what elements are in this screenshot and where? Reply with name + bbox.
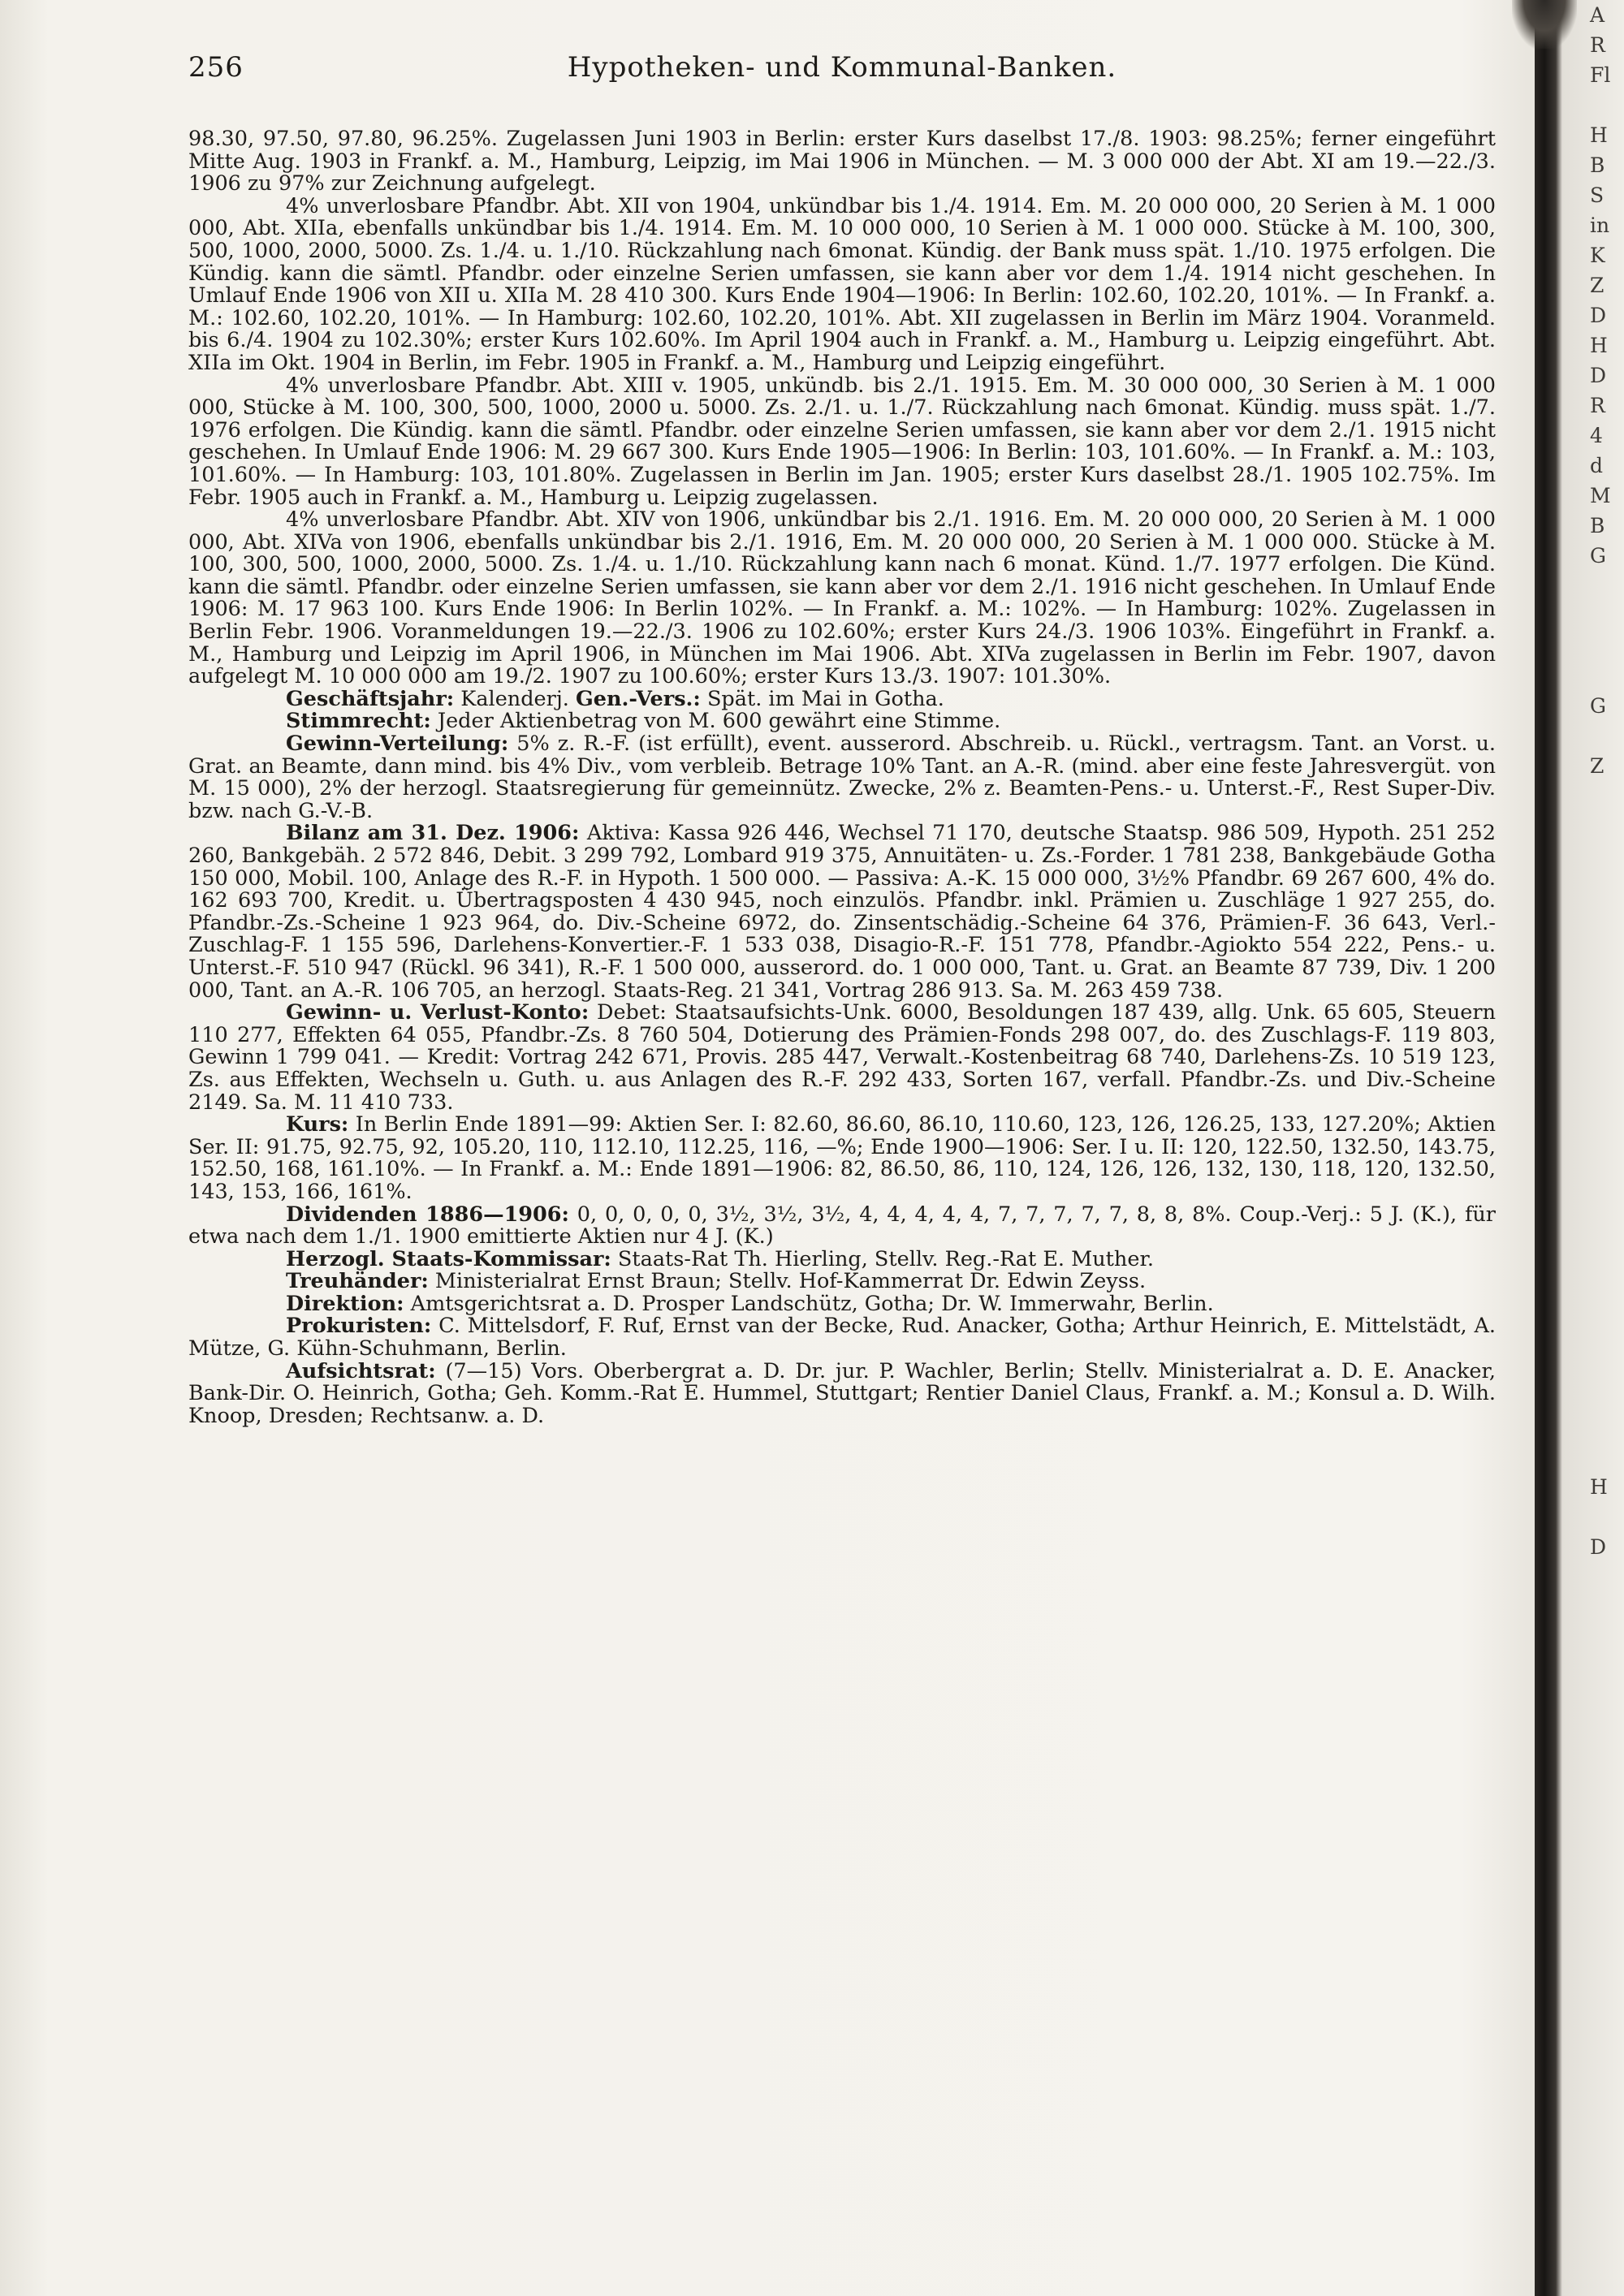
- section-paragraph: [188, 822, 1496, 1002]
- section-text: 0, 0, 0, 0, 0, 3½, 3½, 3½, 4, 4, 4, 4, 4, 7, 7, 7, 7, 7, 8, 8, 8%. Coup.-Verj.: 5 J. (K.), für etwa nach dem 1./1. 1900 emittierte Aktien nur 4 J. (K.): [188, 1202, 1496, 1249]
- section-paragraph: [188, 1271, 1496, 1293]
- section-text: In Berlin Ende 1891—99: Aktien Ser. I: 82.60, 86.60, 86.10, 110.60, 123, 126, 126.25, 133, 127.20%; Aktien Ser. II: 91.75, 92.75, 92, 105.20, 110, 112.10, 112.25, 116, —%; Ende 1900—1906: Ser. I u. II: 120, 122.50, 132.50, 143.75, 152.50, 168, 161.10%. — In Frankf. a. M.: Ende 1891—1906: 82, 86.50, 86, 110, 124, 126, 126, 132, 130, 118, 120, 132.50, 143, 153, 166, 161%.: [188, 1112, 1496, 1204]
- section-paragraph: [188, 710, 1496, 733]
- facing-page-edge: [1590, 0, 1624, 1562]
- section-text: Jeder Aktienbetrag von M. 600 gewährt eine Stimme.: [430, 709, 1001, 734]
- edge-letter: [1590, 781, 1624, 811]
- running-title: Hypotheken- und Kommunal-Banken.: [567, 51, 1117, 84]
- edge-letter: [1590, 871, 1624, 901]
- edge-letter: A: [1590, 3, 1605, 27]
- edge-letter: [1590, 1352, 1624, 1382]
- edge-letter: [1590, 1081, 1624, 1111]
- section-text: Spät. im Mai in Gotha.: [700, 686, 944, 711]
- edge-letter: [1590, 991, 1624, 1021]
- edge-letter: D: [1590, 1535, 1607, 1559]
- book-binding-shadow: [1512, 0, 1577, 49]
- edge-letter: Fl: [1590, 63, 1611, 87]
- edge-letter: [1590, 1292, 1624, 1322]
- edge-letter: [1590, 90, 1624, 120]
- edge-letter: [1590, 661, 1624, 691]
- edge-letter: [1590, 1021, 1624, 1051]
- edge-letter: [1590, 1502, 1624, 1532]
- section-label: Bilanz am 31. Dez. 1906:: [286, 821, 580, 846]
- edge-letter: B: [1590, 153, 1605, 177]
- edge-letter: M: [1590, 484, 1611, 507]
- edge-letter: R: [1590, 33, 1605, 57]
- section-label: Stimmrecht:: [286, 709, 431, 734]
- edge-letter: [1590, 1232, 1624, 1262]
- section-paragraph: [188, 1246, 1496, 1271]
- edge-letter: G: [1590, 544, 1606, 568]
- section-label: Gewinn-Verteilung:: [286, 732, 509, 757]
- edge-letter: [1590, 1322, 1624, 1352]
- edge-letter: Z: [1590, 274, 1605, 297]
- edge-letter: H: [1590, 123, 1608, 147]
- section-text: Ministerialrat Ernst Braun; Stellv. Hof-Kammerrat Dr. Edwin Zeyss.: [428, 1269, 1147, 1294]
- edge-letter: d: [1590, 454, 1604, 477]
- section-label: Prokuristen:: [286, 1314, 432, 1339]
- body-text: [188, 128, 1496, 688]
- edge-letter: [1590, 1202, 1624, 1232]
- edge-letter: [1590, 1172, 1624, 1202]
- paragraph: 4% unverlosbare Pfandbr. Abt. XIV von 1906, unkündbar bis 2./1. 1916. Em. M. 20 000 000, 20 Serien à M. 1 000 000, Abt. XIVa von 1906, ebenfalls unkündbar bis 2./1. 1916, Em. M. 20 000 000, 20 Serien à M. 1 000 000. Stücke à M. 100, 300, 500, 1000, 2000, 5000. Zs. 1./4. u. 1./10. Rückzahlung kann nach 6 monat. Künd. 1./7. 1977 erfolgen. Die Künd. kann die sämtl. Pfandbr. oder einzelne Serien umfassen, sie kann aber vor dem 2./1. 1916 nicht geschehen. In Umlauf Ende 1906: M. 17 963 100. Kurs Ende 1906: In Berlin 102%. — In Frankf. a. M.: 102%. — In Hamburg: 102%. Zugelassen in Berlin Febr. 1906. Voranmeldungen 19.—22./3. 1906 zu 102.60%; erster Kurs 24./3. 1906 103%. Eingeführt in Frankf. a. M., Hamburg und Leipzig im April 1906, in München im Mai 1906. Abt. XIVa zugelassen in Berlin im Febr. 1907, davon aufgelegt M. 10 000 000 am 19./2. 1907 zu 100.60%; erster Kurs 13./3. 1907: 101.30%.: [188, 507, 1496, 689]
- section-paragraph: [188, 1002, 1496, 1114]
- edge-letter: B: [1590, 514, 1605, 537]
- edge-letter: K: [1590, 244, 1605, 267]
- edge-letter: [1590, 631, 1624, 661]
- edge-letter: [1590, 1442, 1624, 1472]
- section-label: Direktion:: [286, 1291, 404, 1316]
- edge-letter: D: [1590, 304, 1607, 327]
- edge-letter: H: [1590, 1475, 1608, 1499]
- section-text: 5% z. R.-F. (ist erfüllt), event. ausserord. Abschreib. u. Rückl., vertragsm. Tant. an Vorst. u. Grat. an Beamte, dann mind. bis 4% Div., vom verbleib. Betrage 10% Tant. an A.-R. (mind. aber eine feste Jahresvergüt. von M. 15 000), 2% der herzogl. Staatsregierung für gemeinnütz. Zwecke, 2% z. Beamten-Pens.- u. Unterst.-F., Rest Super-Div. bzw. nach G.-V.-B.: [188, 732, 1496, 823]
- page-header: [188, 51, 1496, 89]
- section-text: C. Mittelsdorf, F. Ruf, Ernst van der Becke, Rud. Anacker, Gotha; Arthur Heinrich, E. Mittelstädt, A. Mütze, G. Kühn-Schuhmann, Berlin.: [188, 1314, 1496, 1362]
- company-sections: [188, 688, 1496, 1428]
- section-label: Dividenden 1886—1906:: [286, 1202, 569, 1227]
- edge-letter: in: [1590, 214, 1610, 237]
- section-label: Aufsichtsrat:: [286, 1358, 436, 1383]
- section-label: Geschäftsjahr:: [286, 686, 455, 711]
- edge-letter: [1590, 1382, 1624, 1412]
- section-paragraph: [188, 1204, 1496, 1249]
- section-text: Debet: Staatsaufsichts-Unk. 6000, Besoldungen 187 439, allg. Unk. 65 605, Steuern 110 277, Effekten 64 055, Pfandbr.-Zs. 8 760 504, Dotierung des Prämien-Fonds 298 007, do. des Zuschlags-F. 119 803, Gewinn 1 799 041. — Kredit: Vortrag 242 671, Provis. 285 447, Verwalt.-Kostenbeitrag 68 740, Darlehens-Zs. 10 519 123, Zs. aus Effekten, Wechseln u. Guth. u. aus Anlagen des R.-F. 292 433, Sorten 167, verfall. Pfandbr.-Zs. und Div.-Scheine 2149. Sa. M. 11 410 733.: [188, 1000, 1496, 1115]
- edge-letter: [1590, 961, 1624, 991]
- page-number: 256: [188, 51, 244, 84]
- edge-letter: R: [1590, 394, 1605, 417]
- edge-letter: G: [1590, 694, 1606, 718]
- section-text: Aktiva: Kassa 926 446, Wechsel 71 170, deutsche Staatsp. 986 509, Hypoth. 251 252 260, Bankgebäh. 2 572 846, Debit. 3 299 792, Lombard 919 375, Annuitäten- u. Zs.-Forder. 1 781 238, Bankgebäude Gotha 150 000, Mobil. 100, Anlage des R.-F. in Hypoth. 1 500 000. — Passiva: A.-K. 15 000 000, 3½% Pfandbr. 69 267 600, 4% do. 162 693 700, Kredit. u. Übertragsposten 4 430 945, noch einzulös. Pfandbr. inkl. Prämien u. Zuschläge 1 927 255, do. Pfandbr.-Zs.-Scheine 1 923 964, do. Div.-Scheine 6972, do. Zinsentschädig.-Scheine 64 376, Prämien-F. 36 643, Verl.-Zuschlag-F. 1 155 596, Darlehens-Konvertier.-F. 1 533 038, Disagio-R.-F. 151 778, Pfandbr.-Agiokto 554 222, Pens.- u. Unterst.-F. 510 947 (Rückl. 96 341), R.-F. 1 500 000, ausserord. do. 1 000 000, Tant. u. Grat. an Beamte 87 739, Div. 1 200 000, Tant. an A.-R. 106 705, an herzogl. Staats-Reg. 21 341, Vortrag 286 913. Sa. M. 263 459 738.: [188, 821, 1497, 1003]
- edge-letter: [1590, 811, 1624, 841]
- section-label: Treuhänder:: [286, 1269, 429, 1294]
- edge-letter: [1590, 1111, 1624, 1142]
- document-page: [188, 51, 1497, 1428]
- edge-letter: [1590, 931, 1624, 961]
- section-paragraph: [188, 1293, 1496, 1316]
- edge-letter: 4: [1590, 424, 1603, 447]
- edge-letter: [1590, 841, 1624, 871]
- edge-letter: [1590, 1262, 1624, 1292]
- edge-letter: [1590, 721, 1624, 751]
- section-text: Amtsgerichtsrat a. D. Prosper Landschütz, Gotha; Dr. W. Immerwahr, Berlin.: [404, 1291, 1214, 1316]
- section-label: Gen.-Vers.:: [575, 686, 701, 711]
- paragraph: 4% unverlosbare Pfandbr. Abt. XII von 1904, unkündbar bis 1./4. 1914. Em. M. 20 000 000, 20 Serien à M. 1 000 000, Abt. XIIa, ebenfalls unkündbar bis 1./4. 1914. Em. M. 10 000 000, 10 Serien à M. 1 000 000. Stücke à M. 100, 300, 500, 1000, 2000, 5000. Zs. 1./4. u. 1./10. Rückzahlung nach 6monat. Kündig. der Bank muss spät. 1./10. 1975 erfolgen. Die Kündig. kann die sämtl. Pfandbr. oder einzelne Serien umfassen, sie kann aber vor dem 1./4. 1914 nicht geschehen. In Umlauf Ende 1906 von XII u. XIIa M. 28 410 300. Kurs Ende 1904—1906: In Berlin: 102.60, 102.20, 101%. — In Frankf. a. M.: 102.60, 102.20, 101%. — In Hamburg: 102.60, 102.20, 101%. Abt. XII zugelassen in Berlin im März 1904. Voranmeld. bis 6./4. 1904 zu 102.30%; erster Kurs 102.60%. Im April 1904 auch in Frankf. a. M., Hamburg u. Leipzig eingeführt. Abt. XIIa im Okt. 1904 in Berlin, im Febr. 1905 in Frankf. a. M., Hamburg und Leipzig eingeführt.: [188, 193, 1496, 375]
- section-text: Kalenderj.: [454, 686, 576, 711]
- edge-letter: [1590, 1412, 1624, 1442]
- section-paragraph: [188, 733, 1496, 822]
- edge-letter: D: [1590, 364, 1607, 387]
- edge-letter: [1590, 1142, 1624, 1172]
- section-label: Gewinn- u. Verlust-Konto:: [286, 1000, 590, 1025]
- edge-letter: H: [1590, 334, 1608, 357]
- section-text: (7—15) Vors. Oberbergrat a. D. Dr. jur. P. Wachler, Berlin; Stellv. Ministerialrat a. D. E. Anacker, Bank-Dir. O. Heinrich, Gotha; Geh. Komm.-Rat E. Hummel, Stuttgart; Rentier Daniel Claus, Frankf. a. M.; Konsul a. D. Wilh. Knoop, Dresden; Rechtsanw. a. D.: [188, 1358, 1496, 1428]
- edge-letter: [1590, 1051, 1624, 1081]
- section-label: Herzogl. Staats-Kommissar:: [286, 1246, 611, 1271]
- paragraph: 98.30, 97.50, 97.80, 96.25%. Zugelassen Juni 1903 in Berlin: erster Kurs daselbst 17./8. 1903: 98.25%; ferner eingeführt Mitte Aug. 1903 in Frankf. a. M., Hamburg, Leipzig, im Mai 1906 in München. — M. 3 000 000 der Abt. XI am 19.—22./3. 1906 zu 97% zur Zeichnung aufgelegt.: [188, 127, 1496, 196]
- section-paragraph: [188, 1358, 1496, 1428]
- edge-letter: Z: [1590, 754, 1605, 778]
- paragraph: 4% unverlosbare Pfandbr. Abt. XIII v. 1905, unkündb. bis 2./1. 1915. Em. M. 30 000 000, 30 Serien à M. 1 000 000, Stücke à M. 100, 300, 500, 1000, 2000 u. 5000. Zs. 2./1. u. 1./7. Rückzahlung nach 6monat. Kündig. muss spät. 1./7. 1976 erfolgen. Die Kündig. kann die sämtl. Pfandbr. oder einzelne Serien umfassen, sie kann aber vor dem 2./1. 1915 nicht geschehen. In Umlauf Ende 1906: M. 29 667 300. Kurs Ende 1905—1906: In Berlin: 103, 101.60%. — In Frankf. a. M.: 103, 101.60%. — In Hamburg: 103, 101.80%. Zugelassen in Berlin im Jan. 1905; erster Kurs daselbst 28./1. 1905 102.75%. Im Febr. 1905 auch in Frankf. a. M., Hamburg u. Leipzig zugelassen.: [188, 373, 1496, 510]
- edge-letter: [1590, 901, 1624, 931]
- section-paragraph: [188, 1114, 1496, 1203]
- section-label: Kurs:: [286, 1112, 349, 1137]
- edge-letter: S: [1590, 183, 1605, 207]
- edge-letter: [1590, 571, 1624, 601]
- section-paragraph: [188, 688, 1496, 711]
- edge-letter: [1590, 601, 1624, 631]
- section-paragraph: [188, 1315, 1496, 1360]
- section-text: Staats-Rat Th. Hierling, Stellv. Reg.-Rat E. Muther.: [611, 1246, 1154, 1271]
